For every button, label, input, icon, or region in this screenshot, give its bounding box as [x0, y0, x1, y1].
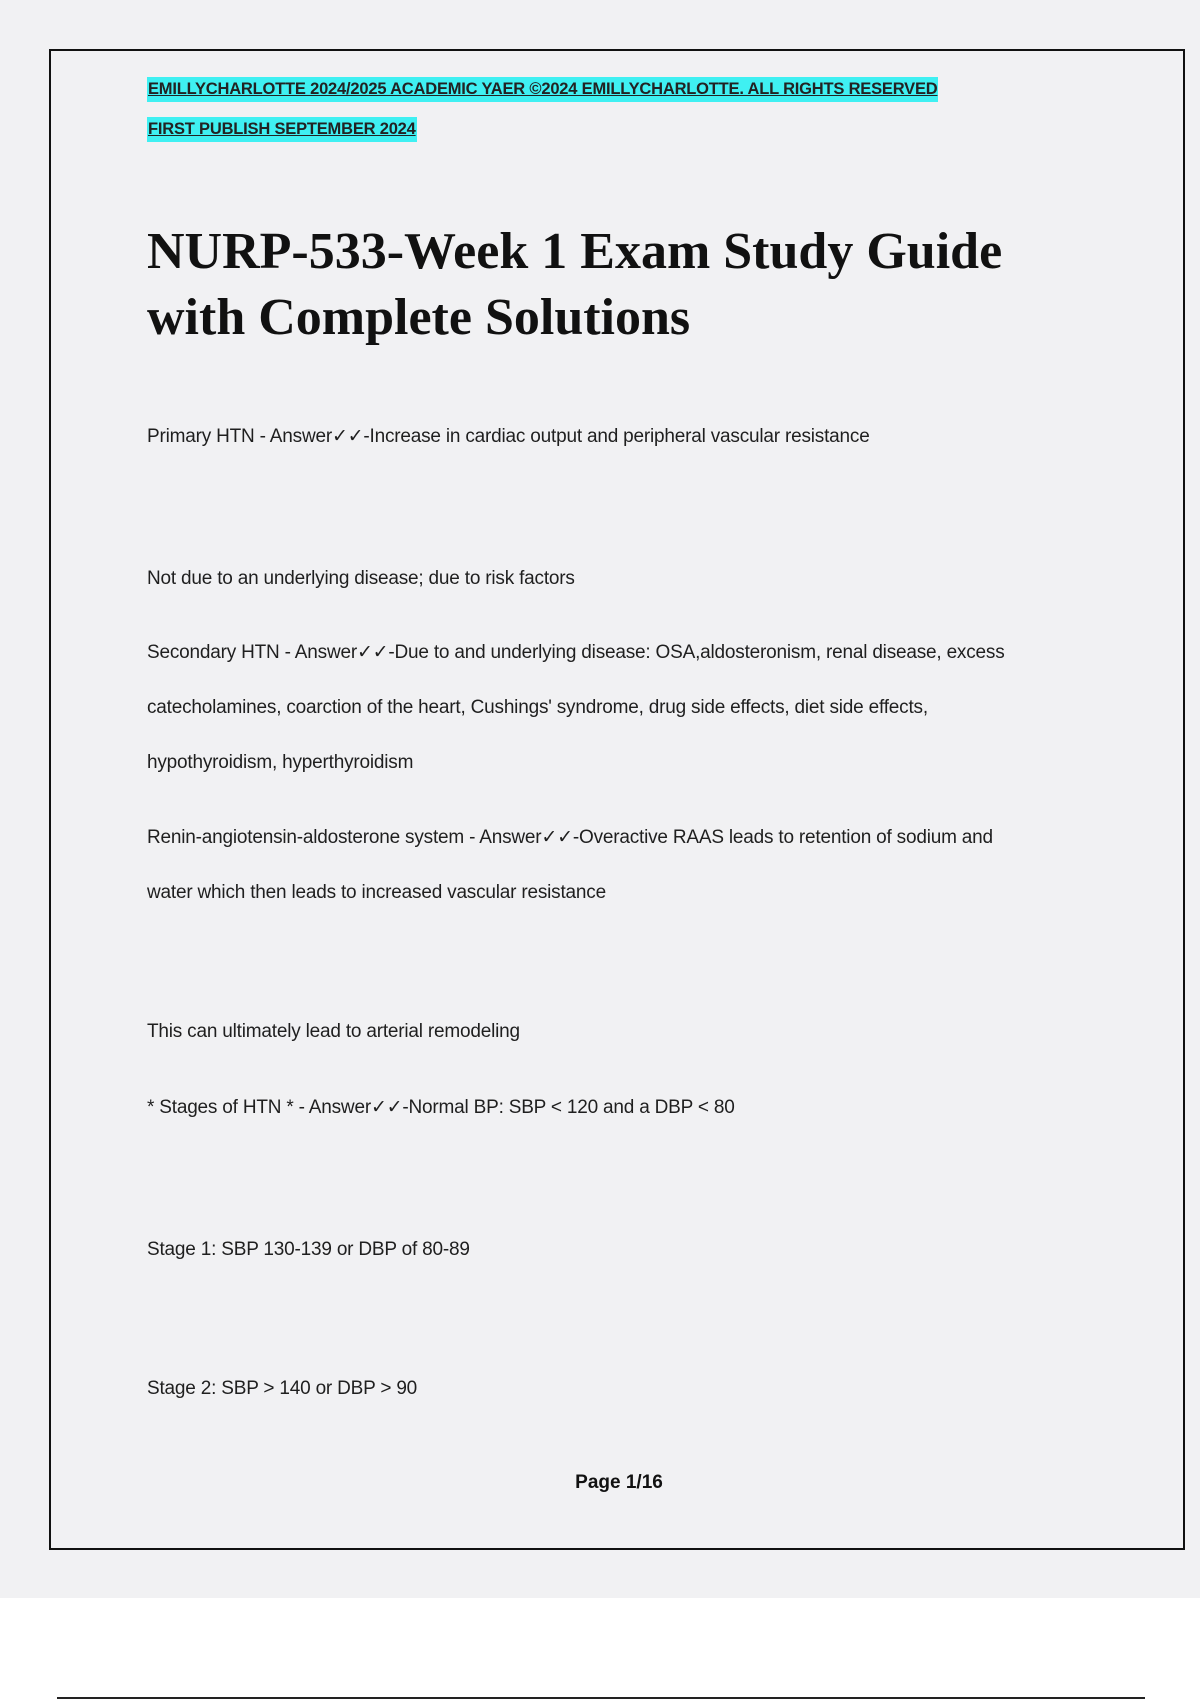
qa-primary-htn-note: Not due to an underlying disease; due to risk factors: [147, 568, 575, 589]
qa-secondary-htn: Secondary HTN - Answer✓✓-Due to and underlying disease: OSA,aldosteronism, renal disease, excess: [147, 642, 1005, 663]
qa-stages-htn: * Stages of HTN * - Answer✓✓-Normal BP: SBP < 120 and a DBP < 80: [147, 1097, 735, 1118]
qa-raas: Renin-angiotensin-aldosterone system - Answer✓✓-Overactive RAAS leads to retention of sodium and: [147, 827, 993, 848]
qa-raas-cont: water which then leads to increased vascular resistance: [147, 882, 606, 903]
qa-raas-note: This can ultimately lead to arterial remodeling: [147, 1021, 520, 1042]
publish-date-text: FIRST PUBLISH SEPTEMBER 2024: [147, 117, 417, 142]
copyright-text: EMILLYCHARLOTTE 2024/2025 ACADEMIC YAER ©2024 EMILLYCHARLOTTE. ALL RIGHTS RESERVED: [147, 77, 938, 102]
page-number: Page 1/16: [575, 1472, 663, 1493]
publish-date-line: [147, 121, 417, 138]
qa-secondary-htn-cont-1: catecholamines, coarction of the heart, Cushings' syndrome, drug side effects, diet side effects,: [147, 697, 928, 718]
document-title: [147, 219, 1107, 351]
qa-primary-htn: Primary HTN - Answer✓✓-Increase in cardiac output and peripheral vascular resistance: [147, 426, 870, 447]
stage-1-line: Stage 1: SBP 130-139 or DBP of 80-89: [147, 1239, 470, 1260]
next-page-divider: [57, 1697, 1145, 1699]
stage-2-line: Stage 2: SBP > 140 or DBP > 90: [147, 1378, 418, 1399]
title-line-1: NURP-533-Week 1 Exam Study Guide: [147, 223, 1003, 280]
title-line-2: with Complete Solutions: [147, 289, 691, 346]
qa-secondary-htn-cont-2: hypothyroidism, hyperthyroidism: [147, 752, 414, 773]
copyright-header-line: [147, 81, 938, 98]
document-page: [49, 49, 1185, 1550]
